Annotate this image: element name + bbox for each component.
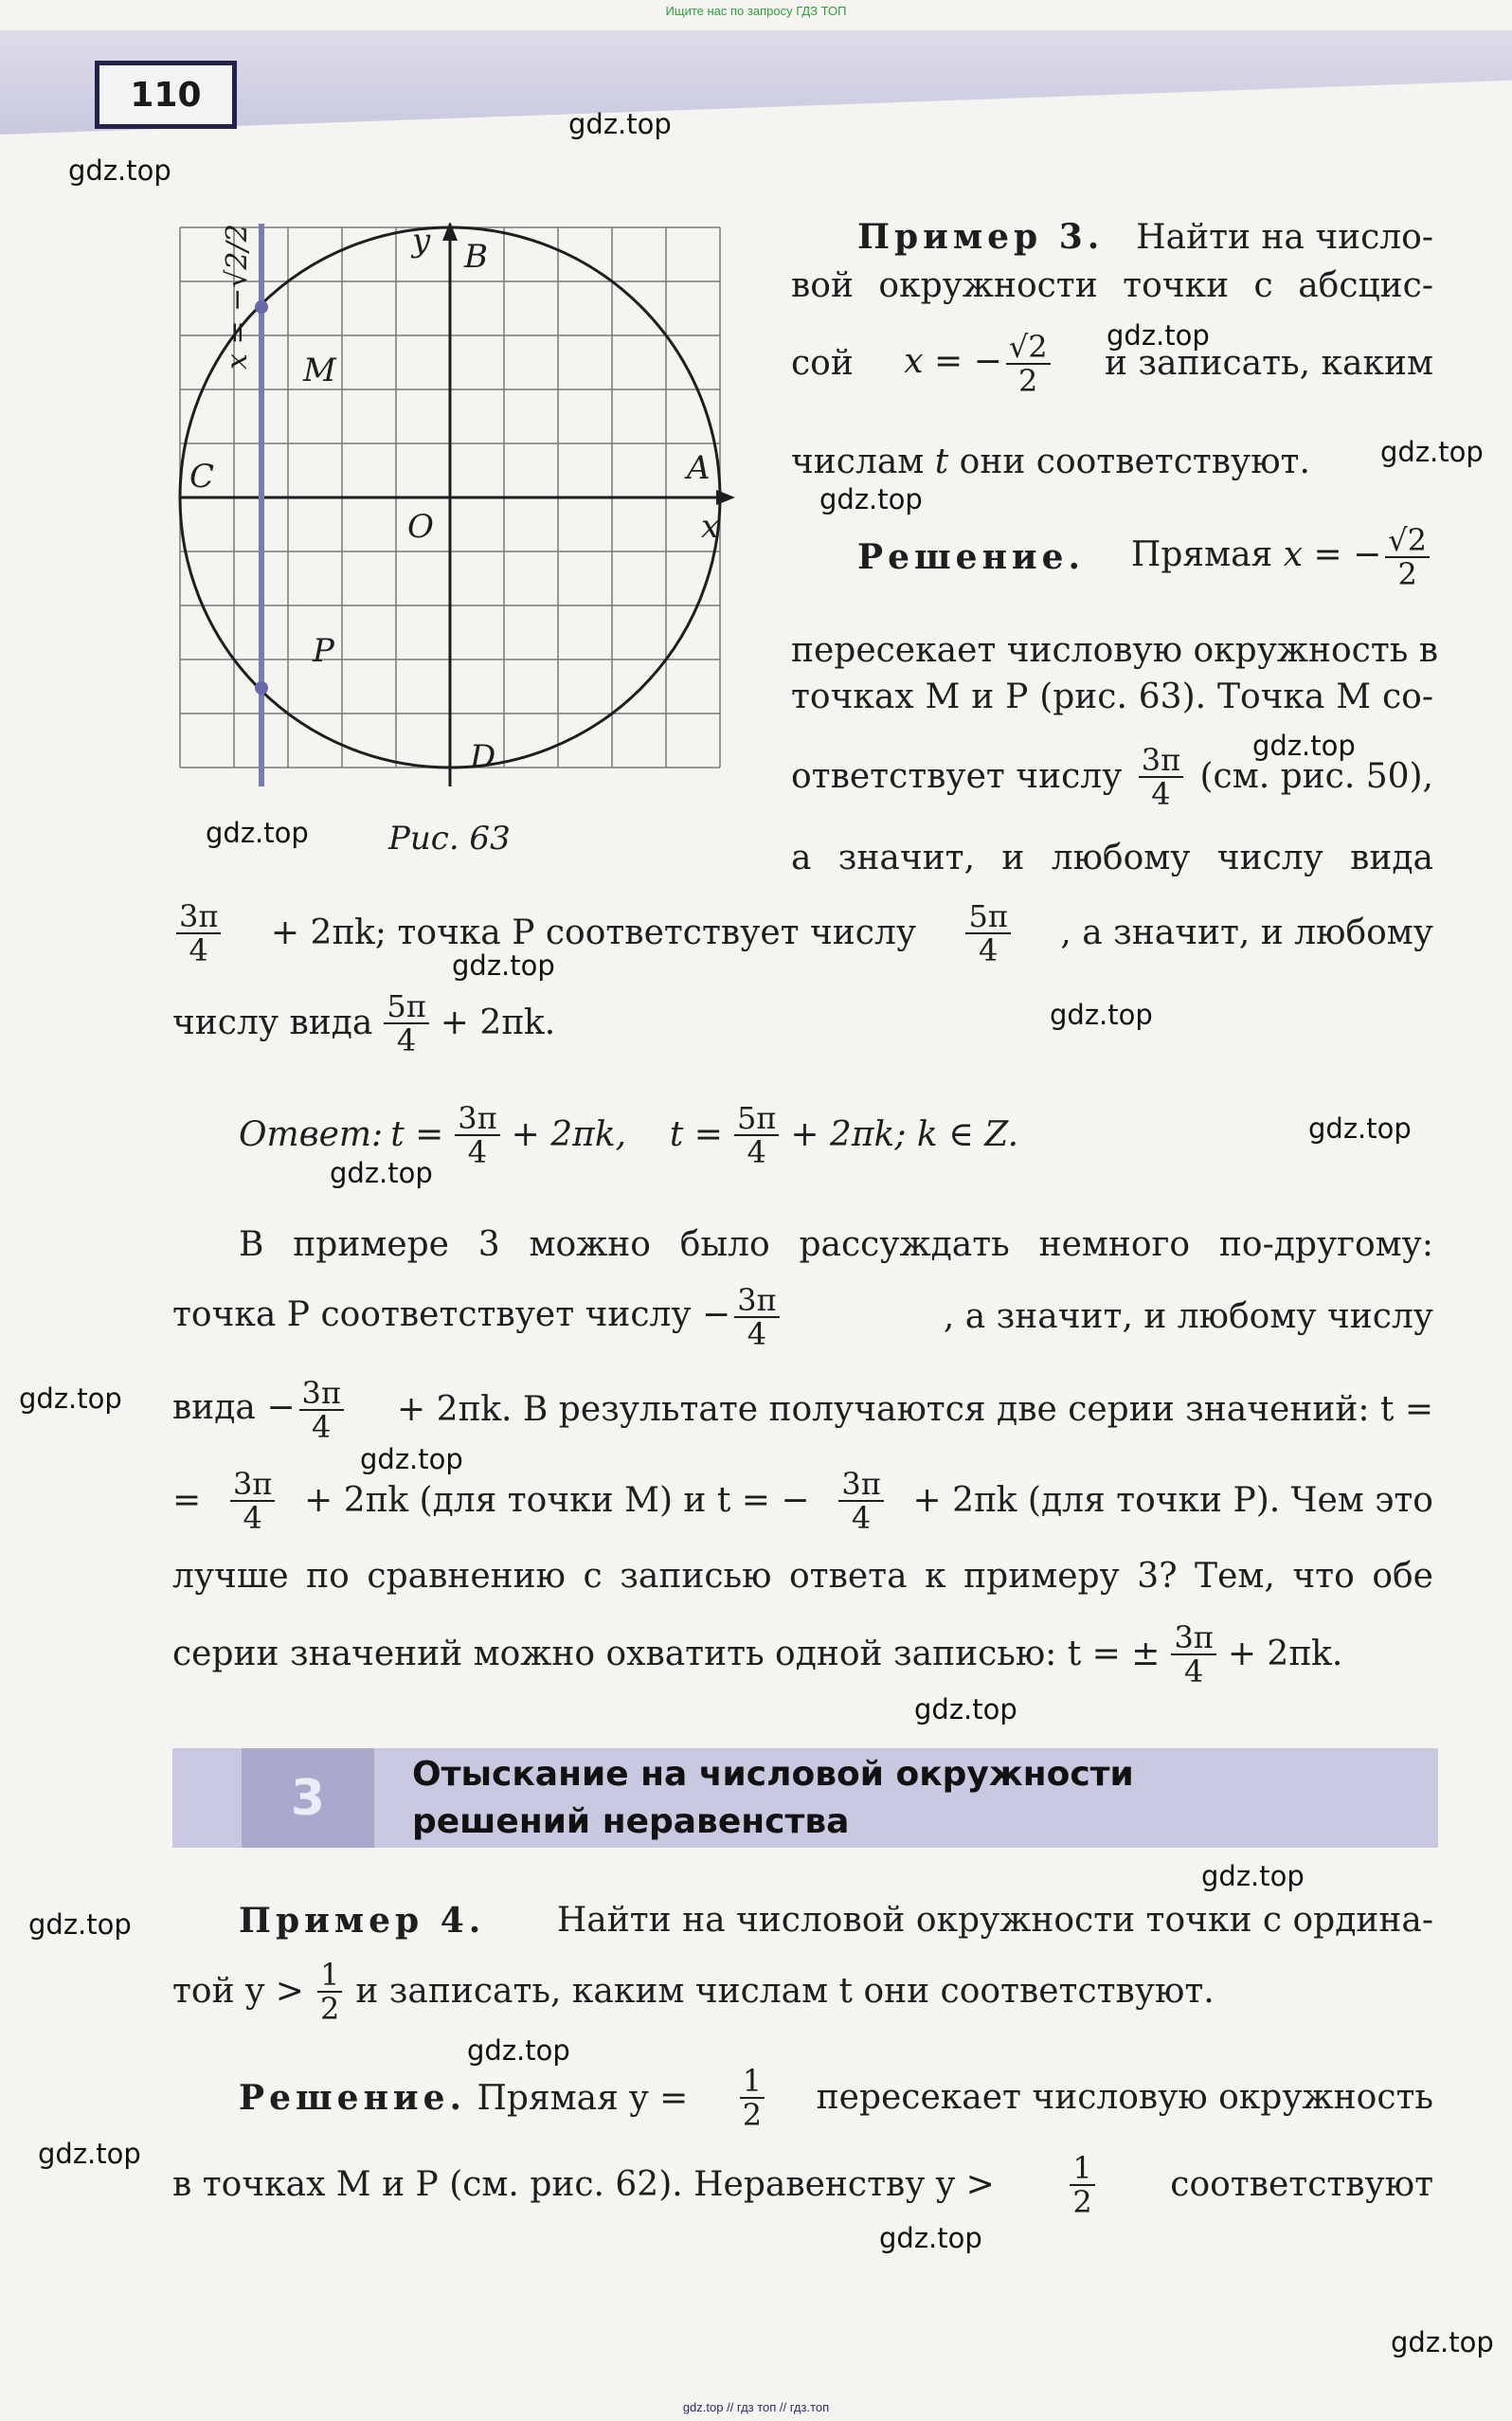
section-number: 3 (242, 1748, 374, 1848)
text: = − (1313, 535, 1382, 574)
text: + 2πk. В результате получаются две серии значений: t = (397, 1390, 1433, 1429)
section-title (412, 1751, 1134, 1846)
watermark: gdz.top (206, 817, 309, 849)
disc-line-1: В примере 3 можно было рассуждать немного по-другому: (239, 1225, 1433, 1264)
fraction (740, 2065, 765, 2131)
watermark: gdz.top (819, 483, 923, 515)
point-M (255, 300, 268, 314)
numerator: 1 (317, 1959, 342, 1993)
text: (см. рис. 50), (1199, 757, 1433, 796)
numerator: 3π (838, 1468, 883, 1502)
ex4-title: Пример 4. (239, 1901, 486, 1941)
fraction (1171, 1621, 1215, 1688)
ex4-line-4 (172, 2147, 1433, 2223)
numerator: √2 (1006, 331, 1051, 365)
denominator: 4 (747, 1134, 766, 1170)
ex4-solution-line (239, 2060, 1433, 2136)
watermark: gdz.top (68, 154, 171, 187)
text: Прямая (1130, 535, 1273, 574)
denominator: 4 (1183, 1653, 1204, 1689)
denominator: 4 (467, 1134, 488, 1170)
ex3-line-8 (791, 739, 1433, 815)
disc-line-6 (172, 1617, 1342, 1692)
fraction (317, 1959, 342, 2025)
text: и записать, каким числам t они соответствуют. (355, 1972, 1215, 2011)
numerator: 5π (384, 990, 428, 1024)
watermark: gdz.top (330, 1157, 433, 1189)
text: соответствуют (1170, 2165, 1433, 2204)
text: серии значений можно охватить одной записью: t = ± (172, 1635, 1161, 1673)
text: той y > (172, 1972, 304, 2011)
watermark: gdz.top (1308, 1112, 1412, 1145)
unit-circle-figure (171, 218, 739, 815)
text: + 2πk (для точки P). Чем это (912, 1481, 1433, 1520)
numerator: 3π (299, 1377, 344, 1411)
ex3-line-4 (791, 442, 1310, 483)
text: + 2πk; k ∈ Z. (790, 1115, 1019, 1154)
disc-line-4 (172, 1463, 1433, 1539)
numerator: 5π (965, 900, 1010, 934)
label-C: C (189, 458, 215, 496)
fraction (230, 1468, 275, 1534)
top-banner: Ищите нас по запросу ГДЗ ТОП (665, 4, 847, 18)
var-x: x (904, 342, 924, 381)
section-title-line: решений неравенства (412, 1802, 850, 1841)
ex3-answer (239, 1097, 1018, 1173)
fraction (1070, 2152, 1094, 2218)
text: , а значит, и любому числу (943, 1297, 1433, 1336)
watermark: gdz.top (1050, 999, 1153, 1031)
denominator: 4 (851, 1500, 872, 1536)
disc-line-3 (172, 1372, 1433, 1448)
text: сой (791, 344, 854, 383)
denominator: 4 (312, 1409, 332, 1445)
denominator: 4 (243, 1500, 262, 1536)
watermark: gdz.top (568, 108, 672, 140)
watermark: gdz.top (879, 2222, 982, 2254)
solution-title: Решение. (857, 537, 1086, 577)
text: точка P соответствует числу − (172, 1295, 731, 1334)
disc-line-2 (172, 1279, 1433, 1355)
text: = (172, 1481, 202, 1520)
text: вида − (172, 1388, 296, 1427)
ex3-solution-line (857, 519, 1433, 595)
text: + 2πk, t = (511, 1115, 723, 1154)
ex3-line-3 (791, 326, 1433, 402)
fraction (455, 1102, 499, 1168)
fraction (1385, 524, 1430, 590)
watermark: gdz.top (360, 1443, 463, 1475)
text: , а значит, и любому (1060, 913, 1433, 952)
text: + 2πk. (440, 1003, 556, 1042)
fraction (838, 1468, 883, 1534)
denominator: 4 (1151, 776, 1171, 812)
fraction (176, 900, 221, 967)
fraction (1006, 331, 1051, 397)
denominator: 2 (1018, 363, 1038, 399)
ex3-line-2: вой окружности точки с абсцис- (791, 266, 1433, 305)
numerator: 3π (1139, 744, 1183, 778)
ex4-line-1 (239, 1900, 1433, 1942)
watermark: gdz.top (467, 2034, 570, 2067)
text: Прямая y = (477, 2078, 689, 2118)
ex3-title: Пример 3. (857, 217, 1105, 257)
ex3-line-11 (172, 985, 555, 1061)
x-arrow (716, 490, 735, 505)
text: в точках M и P (см. рис. 62). Неравенству y > (172, 2165, 995, 2204)
text: t = (390, 1115, 444, 1154)
label-A: A (687, 449, 711, 487)
watermark: gdz.top (1201, 1860, 1305, 1892)
watermark: gdz.top (452, 949, 555, 982)
numerator: 1 (740, 2065, 765, 2099)
fraction (734, 1102, 779, 1168)
numerator: 3π (230, 1468, 275, 1502)
denominator: 4 (747, 1316, 767, 1352)
numerator: 3π (176, 900, 221, 934)
text: числам (791, 443, 925, 481)
section-title-line: Отыскание на числовой окружности (412, 1755, 1134, 1794)
ex3-line-1 (857, 216, 1433, 259)
watermark: gdz.top (28, 1908, 132, 1941)
page-number: 110 (95, 61, 237, 129)
var-t: t (934, 443, 949, 481)
denominator: 2 (319, 1991, 340, 2027)
watermark: gdz.top (1252, 730, 1356, 762)
text: + 2πk. (1227, 1635, 1343, 1673)
text: + 2πk (для точки M) и t = − (304, 1481, 810, 1520)
denominator: 2 (1072, 2184, 1092, 2220)
label-y: y (412, 222, 431, 260)
text: Найти на числовой окружности точки с ордина- (556, 1901, 1433, 1940)
text: пересекает числовую окружность (816, 2078, 1433, 2117)
footer: gdz.top // гдз топ // гдз.топ (682, 2400, 830, 2414)
text: + 2πk; точка P соответствует числу (270, 913, 916, 952)
label-D: D (470, 738, 496, 776)
text: они соответствуют. (959, 443, 1310, 481)
denominator: 4 (396, 1022, 417, 1058)
watermark: gdz.top (1107, 319, 1210, 352)
watermark: gdz.top (19, 1382, 122, 1415)
numerator: 5π (734, 1102, 779, 1136)
label-x: x (701, 508, 720, 546)
label-M: M (303, 352, 336, 389)
ex3-line-10 (172, 895, 1433, 971)
fraction (965, 900, 1010, 967)
watermark: gdz.top (38, 2138, 141, 2170)
denominator: 4 (189, 932, 208, 968)
ex3-line-7: точках M и P (рис. 63). Точка M со- (791, 678, 1433, 716)
label-P: P (313, 632, 334, 670)
text: числу вида (172, 1003, 373, 1042)
text: ответствует числу (791, 757, 1123, 796)
watermark: gdz.top (1380, 436, 1484, 468)
ex3-line-9: а значит, и любому числу вида (791, 839, 1433, 877)
fraction (299, 1377, 344, 1443)
denominator: 4 (978, 932, 999, 968)
label-O: O (407, 508, 434, 546)
fraction (1139, 744, 1183, 810)
y-arrow (442, 222, 458, 241)
label-B: B (464, 238, 488, 276)
solution-title: Решение. (239, 2077, 467, 2118)
disc-line-5: лучше по сравнению с записью ответа к примеру 3? Тем, что обе (172, 1557, 1433, 1596)
point-P (255, 681, 268, 695)
numerator: 3π (1171, 1621, 1215, 1655)
text: = − (934, 342, 1002, 381)
text: и записать, каким (1104, 344, 1433, 383)
numerator: 1 (1070, 2152, 1094, 2186)
ex3-line-6: пересекает числовую окружность в (791, 631, 1439, 670)
watermark: gdz.top (1391, 2326, 1494, 2358)
fraction (734, 1284, 779, 1350)
denominator: 2 (1397, 556, 1417, 592)
answer-label: Ответ: (239, 1115, 384, 1154)
numerator: 3π (734, 1284, 779, 1318)
figure-caption: Рис. 63 (388, 820, 511, 858)
denominator: 2 (742, 2097, 763, 2133)
fraction (384, 990, 428, 1057)
watermark: gdz.top (914, 1693, 1017, 1725)
var-x: x (1283, 535, 1304, 574)
numerator: 3π (455, 1102, 499, 1136)
ex4-line-2 (172, 1954, 1215, 2030)
numerator: √2 (1385, 524, 1430, 558)
ex3-text: Найти на число- (1136, 217, 1433, 257)
vertical-line-label: x = −√2/2 (221, 224, 254, 370)
